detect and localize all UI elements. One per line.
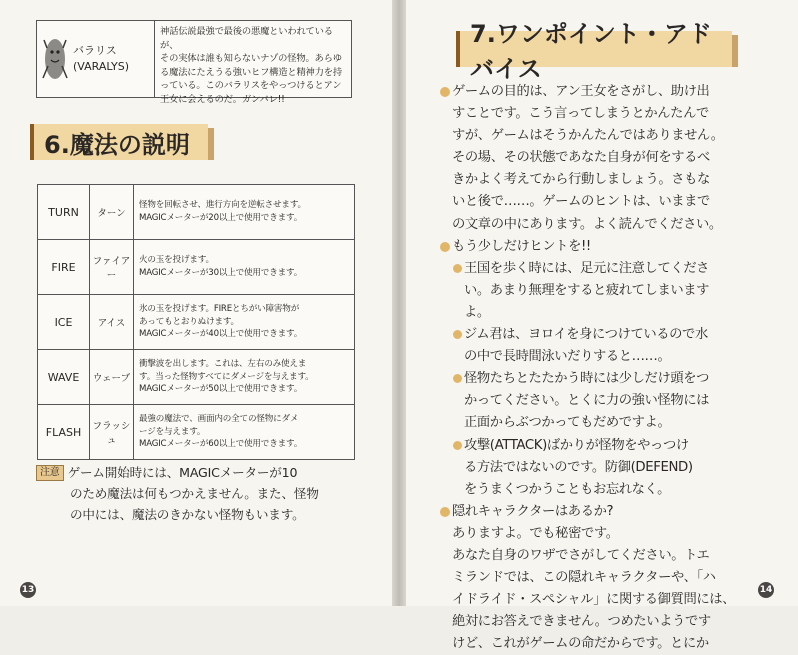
magic-name-ja: フラッシュ	[90, 405, 134, 460]
caution-line: のため魔法は何もつかえません。また、怪物	[70, 486, 319, 501]
hint-line: かってください。とくに力の強い怪物には	[464, 393, 710, 409]
magic-name-ja: ターン	[90, 185, 134, 240]
magic-description	[134, 185, 355, 240]
magic-description	[134, 240, 355, 295]
monster-description	[155, 21, 351, 105]
advice-line: ゲームの目的は、アン王女をさがし、助け出	[452, 81, 778, 103]
hint-line: る方法ではないのです。防御(DEFEND)	[464, 459, 693, 475]
monster-desc-line: 王女に会えるのだ。ガンバレ!!	[160, 93, 285, 105]
caution-line: の中には、魔法のきかない怪物もいます。	[70, 507, 305, 522]
bullet-icon	[453, 264, 462, 273]
magic-desc-line: MAGICメーターが50以上で使用できます。	[139, 384, 303, 395]
magic-name-en: FLASH	[38, 405, 90, 460]
magic-description	[134, 295, 355, 350]
caution-tag: 注意	[36, 465, 64, 481]
hint-line: 攻撃(ATTACK)ばかりが怪物をやっつけ	[464, 437, 689, 453]
hidden-heading: 隠れキャラクターはあるか?	[452, 501, 778, 523]
advice-line: の文章の中にあります。よく読んでください。	[452, 216, 722, 232]
caution-text: ゲーム開始時には、MAGICメーターが10	[67, 465, 298, 480]
page-number-right: 14	[758, 582, 774, 598]
magic-desc-line: 氷の玉を投げます。FIREとちがい障害物が	[139, 304, 300, 315]
magic-row-fire	[38, 240, 355, 295]
magic-description	[134, 350, 355, 405]
magic-name-ja: ウェーブ	[90, 350, 134, 405]
magic-name-en: FIRE	[38, 240, 90, 295]
hidden-line: ミランドでは、この隠れキャラクターや、「ハ	[452, 570, 716, 586]
magic-name-en: ICE	[38, 295, 90, 350]
hint-line: の中で長時間泳いだりすると……。	[464, 349, 671, 365]
hint-item	[452, 258, 778, 280]
hidden-line: あなた自身のワザでさがしてください。トエ	[452, 547, 710, 563]
caution-note	[36, 462, 360, 525]
hint-heading: もう少しだけヒントを!!	[452, 236, 778, 258]
advice-line: その場、その状態であなた自身が何をするべ	[452, 150, 710, 166]
hidden-line: 絶対にお答えできません。つめたいようです	[452, 614, 711, 630]
monster-desc-line: 神話伝説最強で最後の悪魔といわれているが、	[160, 26, 333, 51]
monster-name-ja: バラリス	[73, 44, 117, 57]
magic-desc-line: 火の玉を投げます。	[139, 255, 214, 266]
advice-line: すが、ゲームはそうかんたんではありません。	[452, 128, 724, 144]
monster-desc-line: っている。このバラリスをやっつけるとアン	[160, 80, 342, 92]
magic-name-en: TURN	[38, 185, 90, 240]
section-title-magic: 6.魔法の説明	[30, 124, 208, 160]
hint-line: 怪物たちとたたかう時には少しだけ頭をつ	[464, 371, 710, 387]
advice-line: きかよく考えてから行動しましょう。さもな	[452, 172, 710, 188]
hidden-line: けど、これがゲームの命だからです。とにか	[452, 636, 709, 652]
monster-desc-line: る魔法にたえうる強いヒフ構造と精神力を持	[160, 66, 342, 78]
magic-desc-line: MAGICメーターが30以上で使用できます。	[139, 268, 303, 278]
section-title-advice: 7.ワンポイント・アドバイス	[456, 31, 732, 67]
magic-table	[37, 184, 355, 460]
magic-row-flash	[38, 405, 355, 460]
hint-line: い。あまり無理をすると疲れてしまいます	[464, 282, 710, 298]
magic-name-ja: ファイアー	[90, 240, 134, 295]
bullet-icon	[453, 374, 462, 383]
bullet-icon	[453, 330, 462, 339]
advice-line: いと後で……。ゲームのヒントは、いままで	[452, 194, 710, 210]
monster-name-en: (VARALYS)	[73, 60, 130, 73]
book-gutter	[392, 0, 406, 606]
magic-description	[134, 405, 355, 460]
monster-desc-line: その実体は誰も知らないナゾの怪物。あらゆ	[160, 53, 342, 65]
hint-item	[452, 368, 778, 390]
monster-names	[73, 43, 129, 75]
hint-item	[452, 435, 778, 457]
magic-name-en: WAVE	[38, 350, 90, 405]
magic-desc-line: MAGICメーターが60以上で使用できます。	[139, 439, 303, 450]
magic-row-turn	[38, 185, 355, 240]
advice-line: すことです。こう言ってしまうとかんたんで	[452, 106, 709, 122]
magic-row-ice	[38, 295, 355, 350]
hidden-line: イドライド・スペシャル」に関する御質問には、	[452, 592, 736, 608]
hint-line: よ。	[464, 304, 490, 320]
magic-desc-line: 最強の魔法で、画面内の全ての怪物にダメ	[139, 414, 299, 425]
magic-desc-line: MAGICメーターが40以上で使用できます。	[139, 329, 303, 340]
bullet-icon	[453, 441, 462, 450]
magic-desc-line: 怪物を回転させ、進行方向を逆転させます。	[139, 200, 306, 211]
page-number-left: 13	[20, 582, 36, 598]
hint-line: をうまくつかうこともお忘れなく。	[464, 481, 671, 497]
hint-line: ジム君は、ヨロイを身につけているので水	[464, 327, 708, 343]
magic-row-wave	[38, 350, 355, 405]
magic-desc-line: す。当った怪物すべてにダメージを与えます。	[139, 371, 314, 382]
caution-line	[36, 462, 360, 483]
hint-line: 王国を歩く時には、足元に注意してくださ	[464, 260, 710, 276]
magic-desc-line: 衝撃波を出します。これは、左右のみ使えま	[139, 359, 307, 370]
hint-line: 正面からぶつかってもだめですよ。	[464, 415, 671, 431]
left-page	[0, 0, 392, 606]
advice-text	[452, 81, 778, 655]
monster-id	[37, 21, 155, 97]
monster-box	[36, 20, 352, 105]
magic-desc-line: あってもとおりぬけます。	[139, 316, 239, 327]
magic-name-ja: アイス	[90, 295, 134, 350]
magic-desc-line: ージを与えます。	[139, 426, 206, 437]
hint-item	[452, 324, 778, 346]
hidden-line: ありますよ。でも秘密です。	[452, 525, 619, 541]
varalys-monster-icon	[43, 36, 67, 82]
magic-desc-line: MAGICメーターが20以上で使用できます。	[139, 213, 303, 223]
